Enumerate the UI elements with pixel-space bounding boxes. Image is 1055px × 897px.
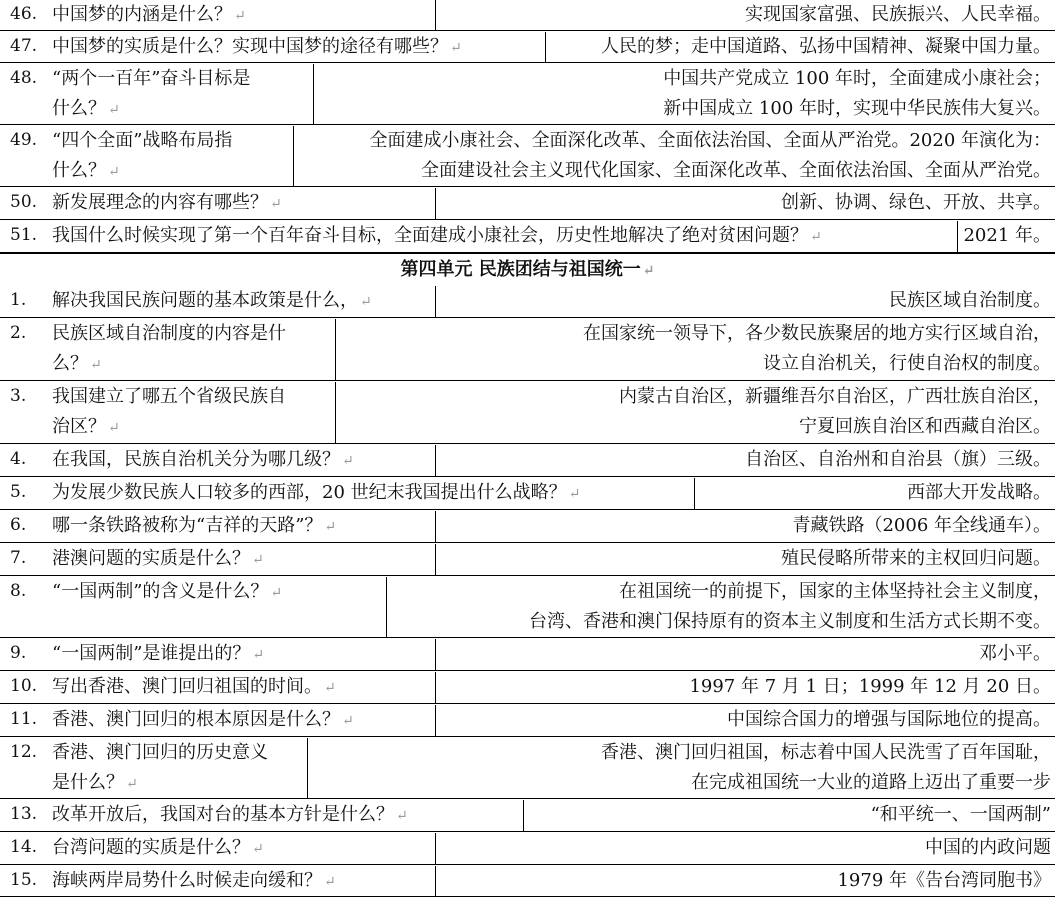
question-text: 我国建立了哪五个省级民族自 [52, 386, 286, 407]
answer-text: 人民的梦；走中国道路、弘扬中国精神、凝聚中国力量。 [601, 36, 1051, 57]
row-number: 2. [10, 323, 27, 343]
answer-text: 民族区域自治制度。 [889, 290, 1051, 311]
question-text: “四个全面”战略布局指 [52, 130, 233, 151]
question-text: 在我国，民族自治机关分为哪几级？ [52, 449, 340, 470]
row-number: 15. [10, 870, 38, 890]
table-row [0, 64, 1055, 125]
answer-line [663, 94, 1051, 123]
answer-text: 邓小平。 [979, 643, 1051, 664]
answer-line [745, 445, 1051, 474]
answer-cell [524, 800, 1055, 831]
question-cell [0, 445, 435, 476]
question-line [52, 286, 372, 317]
return-mark-icon: ↵ [270, 196, 282, 212]
question-line [52, 188, 282, 219]
row-number: 8. [10, 581, 27, 601]
row-number: 11. [10, 709, 38, 729]
return-mark-icon: ↵ [324, 874, 336, 890]
row-number: 1. [10, 290, 27, 310]
question-text: 什么？ [52, 98, 106, 119]
answer-text: 中国综合国力的增强与国际地位的提高。 [727, 709, 1051, 730]
answer-text: 全面建成小康社会、全面深化改革、全面依法治国、全面从严治党。2020 年演化为： [369, 130, 1051, 151]
question-line [52, 0, 246, 31]
row-number: 47. [10, 36, 38, 56]
question-line [52, 705, 354, 736]
return-mark-icon: ↵ [108, 420, 120, 436]
question-line [52, 445, 354, 476]
answer-line [963, 221, 1051, 250]
question-cell [0, 126, 293, 186]
answer-line [689, 672, 1051, 701]
unit-heading [0, 256, 1055, 285]
row-number: 48. [10, 68, 38, 88]
answer-cell [695, 478, 1055, 509]
question-line [52, 639, 264, 670]
table-row [0, 126, 1055, 187]
question-line [52, 833, 264, 864]
question-text: 我国什么时候实现了第一个百年奋斗目标，全面建成小康社会，历史性地解决了绝对贫困问题？ [52, 225, 808, 246]
table-row [0, 188, 1055, 220]
answer-line [369, 126, 1051, 155]
answer-cell [436, 866, 1055, 896]
answer-line [529, 607, 1051, 636]
row-number: 10. [10, 676, 38, 696]
answer-cell [436, 672, 1055, 703]
question-text: 新发展理念的内容有哪些？ [52, 192, 268, 213]
answer-cell [436, 188, 1055, 219]
table-row [0, 800, 1055, 832]
table-row [0, 221, 1055, 253]
answer-cell [436, 445, 1055, 476]
return-mark-icon: ↵ [810, 229, 822, 245]
question-text: 香港、澳门回归的根本原因是什么？ [52, 709, 340, 730]
question-cell [0, 188, 435, 219]
answer-line [421, 156, 1051, 185]
return-mark-icon: ↵ [234, 8, 246, 24]
question-text: “两个一百年”奋斗目标是 [52, 68, 251, 89]
answer-line [583, 319, 1051, 348]
answer-cell [436, 639, 1055, 670]
question-line [52, 156, 120, 187]
return-mark-icon: ↵ [342, 713, 354, 729]
answer-text: 香港、澳门回归祖国，标志着中国人民洗雪了百年国耻， [601, 742, 1051, 763]
question-line [52, 544, 264, 575]
question-line [52, 126, 232, 155]
question-line [52, 800, 408, 831]
return-mark-icon: ↵ [396, 808, 408, 824]
answer-line [979, 639, 1051, 668]
answer-cell [546, 32, 1055, 62]
answer-line [619, 577, 1051, 606]
table-row [0, 705, 1055, 737]
answer-text: 实现国家富强、民族振兴、人民幸福。 [745, 4, 1051, 25]
answer-text: 1997 年 7 月 1 日；1999 年 12 月 20 日。 [689, 676, 1051, 697]
answer-cell [308, 738, 1055, 798]
return-mark-icon: ↵ [342, 453, 354, 469]
row-number: 9. [10, 643, 27, 663]
table-row [0, 672, 1055, 704]
answer-text: 创新、协调、绿色、开放、共享。 [781, 192, 1051, 213]
return-mark-icon: ↵ [450, 40, 462, 56]
answer-line [907, 478, 1051, 507]
row-number: 7. [10, 548, 27, 568]
answer-text: 中国的内政问题 [925, 837, 1051, 858]
answer-line [601, 32, 1051, 61]
question-text: 海峡两岸局势什么时候走向缓和？ [52, 870, 322, 891]
question-cell [0, 800, 523, 831]
section-divider [0, 253, 1055, 254]
answer-text: 在祖国统一的前提下，国家的主体坚持社会主义制度， [619, 581, 1051, 602]
answer-text: 自治区、自治州和自治县（旗）三级。 [745, 449, 1051, 470]
answer-text: 殖民侵略所带来的主权回归问题。 [781, 548, 1051, 569]
return-mark-icon: ↵ [108, 102, 120, 118]
answer-cell [336, 382, 1055, 443]
table-row [0, 833, 1055, 865]
table-row [0, 738, 1055, 799]
table-row [0, 544, 1055, 576]
table-row [0, 478, 1055, 510]
answer-text: 1979 年《告台湾同胞书》 [837, 870, 1051, 891]
row-number: 13. [10, 804, 38, 824]
row-number: 50. [10, 192, 38, 212]
question-text: 中国梦的实质是什么？实现中国梦的途径有哪些？ [52, 36, 448, 57]
question-text: “一国两制”的含义是什么？ [52, 581, 269, 602]
answer-text: 在国家统一领导下，各少数民族聚居的地方实行区域自治， [583, 323, 1051, 344]
row-number: 49. [10, 130, 38, 150]
return-mark-icon: ↵ [252, 552, 264, 568]
answer-line [619, 382, 1051, 411]
table-row [0, 286, 1055, 318]
table-row [0, 866, 1055, 897]
answer-line [781, 544, 1051, 573]
answer-text: 台湾、香港和澳门保持原有的资本主义制度和生活方式长期不变。 [529, 611, 1051, 632]
question-line [52, 768, 138, 799]
question-text: 是什么？ [52, 772, 124, 793]
question-text: 哪一条铁路被称为“吉祥的天路”？ [52, 515, 323, 536]
question-cell [0, 286, 435, 317]
answer-text: 2021 年。 [963, 225, 1051, 246]
question-line [52, 412, 120, 443]
question-line [52, 349, 102, 380]
return-mark-icon: ↵ [270, 585, 283, 601]
row-number: 4. [10, 449, 27, 469]
row-number: 12. [10, 742, 38, 762]
question-line [52, 511, 336, 542]
return-mark-icon: ↵ [90, 357, 102, 373]
question-cell [0, 64, 313, 124]
question-line [52, 64, 250, 93]
table-row [0, 577, 1055, 638]
question-text: “一国两制”是谁提出的？ [52, 643, 251, 664]
answer-line [925, 833, 1051, 862]
answer-line [691, 768, 1051, 797]
answer-line [871, 800, 1051, 829]
table-row [0, 32, 1055, 63]
question-cell [0, 511, 435, 542]
answer-text: 设立自治机关，行使自治权的制度。 [763, 353, 1051, 374]
question-line [52, 319, 286, 348]
answer-text: 在完成祖国统一大业的道路上迈出了重要一步 [691, 772, 1051, 793]
answer-text: 宁夏回族自治区和西藏自治区。 [799, 416, 1051, 437]
question-line [52, 94, 120, 125]
question-cell [0, 382, 335, 443]
question-line [52, 478, 580, 509]
question-line [52, 738, 268, 767]
answer-cell [436, 0, 1055, 30]
question-text: 么？ [52, 353, 88, 374]
question-line [52, 672, 336, 703]
row-number: 14. [10, 837, 38, 857]
question-text: 改革开放后，我国对台的基本方针是什么？ [52, 804, 394, 825]
answer-cell [336, 319, 1055, 380]
answer-line [763, 349, 1051, 378]
question-line [52, 32, 462, 63]
question-cell [0, 478, 694, 509]
question-cell [0, 0, 435, 30]
return-mark-icon: ↵ [252, 841, 264, 857]
question-text: 解决我国民族问题的基本政策是什么， [52, 290, 358, 311]
question-cell [0, 544, 435, 575]
answer-text: 中国共产党成立 100 年时，全面建成小康社会； [663, 68, 1051, 89]
return-mark-icon: ↵ [568, 486, 581, 502]
question-cell [0, 639, 435, 670]
question-text: 治区？ [52, 416, 106, 437]
question-cell [0, 738, 307, 798]
return-mark-icon: ↵ [324, 680, 336, 696]
question-line [52, 866, 336, 897]
answer-cell [387, 577, 1055, 637]
question-text: 香港、澳门回归的历史意义 [52, 742, 268, 763]
question-cell [0, 672, 435, 703]
question-cell [0, 221, 957, 252]
return-mark-icon: ↵ [642, 263, 655, 279]
answer-line [837, 866, 1051, 895]
answer-cell [436, 286, 1055, 317]
answer-line [799, 412, 1051, 441]
table-row [0, 639, 1055, 671]
question-text: 民族区域自治制度的内容是什 [52, 323, 286, 344]
answer-line [663, 64, 1051, 93]
table-row [0, 319, 1055, 381]
question-cell [0, 577, 386, 637]
question-cell [0, 32, 545, 62]
answer-cell [436, 705, 1055, 736]
table-row [0, 445, 1055, 477]
question-text: 港澳问题的实质是什么？ [52, 548, 250, 569]
answer-line [889, 286, 1051, 315]
row-number: 51. [10, 225, 38, 245]
question-cell [0, 319, 335, 380]
question-text: 写出香港、澳门回归祖国的时间。 [52, 676, 322, 697]
question-line [52, 221, 822, 252]
question-text: 中国梦的内涵是什么？ [52, 4, 232, 25]
question-text: 什么？ [52, 160, 106, 181]
answer-cell [294, 126, 1055, 186]
return-mark-icon: ↵ [108, 164, 120, 180]
answer-cell [958, 221, 1055, 252]
answer-cell [314, 64, 1055, 124]
row-number: 46. [10, 4, 38, 24]
question-line [52, 577, 282, 608]
answer-text: “和平统一、一国两制” [870, 804, 1051, 825]
answer-line [727, 705, 1051, 734]
row-number: 6. [10, 515, 27, 535]
answer-text: 内蒙古自治区，新疆维吾尔自治区，广西壮族自治区， [619, 386, 1051, 407]
return-mark-icon: ↵ [126, 776, 138, 792]
return-mark-icon: ↵ [360, 294, 372, 310]
answer-text: 全面建设社会主义现代化国家、全面深化改革、全面依法治国、全面从严治党。 [421, 160, 1051, 181]
table-row [0, 511, 1055, 543]
answer-cell [436, 544, 1055, 575]
question-cell [0, 705, 435, 736]
question-cell [0, 866, 435, 896]
answer-text: 西部大开发战略。 [907, 482, 1051, 503]
table-row [0, 0, 1055, 31]
answer-line [781, 188, 1051, 217]
answer-text: 新中国成立 100 年时，实现中华民族伟大复兴。 [663, 98, 1051, 119]
answer-cell [436, 511, 1055, 542]
answer-line [745, 0, 1051, 29]
answer-line [792, 511, 1051, 540]
return-mark-icon: ↵ [252, 647, 265, 663]
row-number: 3. [10, 386, 27, 406]
table-row [0, 382, 1055, 444]
row-number: 5. [10, 482, 27, 502]
answer-text: 青藏铁路（2006 年全线通车）。 [792, 515, 1051, 536]
return-mark-icon: ↵ [324, 519, 337, 535]
question-line [52, 382, 286, 411]
answer-cell [436, 833, 1055, 864]
question-text: 为发展少数民族人口较多的西部，20 世纪末我国提出什么战略？ [52, 482, 567, 503]
question-text: 台湾问题的实质是什么？ [52, 837, 250, 858]
answer-line [601, 738, 1051, 767]
question-cell [0, 833, 435, 864]
unit-heading-text: 第四单元 民族团结与祖国统一 [400, 259, 641, 280]
